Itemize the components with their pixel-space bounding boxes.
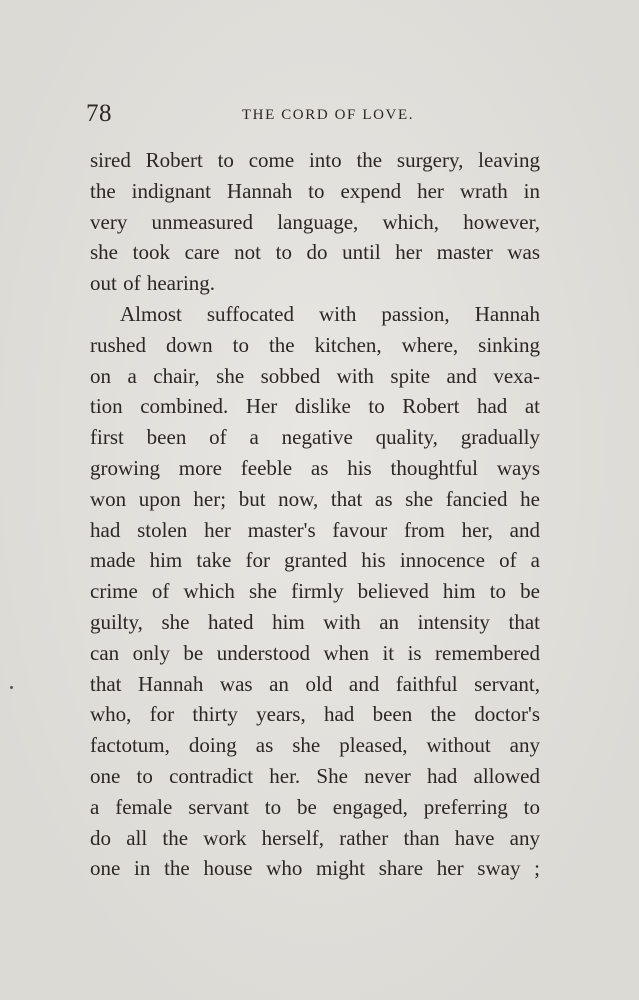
text-line: growing more feeble as his thoughtful ways	[90, 455, 540, 480]
text-line: out of hearing.	[90, 271, 216, 296]
text-line: who, for thirty years, had been the doctor's	[90, 702, 540, 727]
text-line: crime of which she firmly believed him to be	[90, 579, 540, 604]
text-line: one in the house who might share her sway ;	[90, 856, 540, 881]
text-line: won upon her; but now, that as she fancied he	[90, 486, 540, 511]
text-line: a female servant to be engaged, preferring to	[90, 794, 540, 819]
text-line: guilty, she hated him with an intensity that	[90, 609, 540, 634]
text-line: had stolen her master's favour from her, and	[90, 517, 540, 542]
body-text	[90, 145, 540, 884]
text-line: rushed down to the kitchen, where, sinking	[90, 332, 540, 357]
text-line: first been of a negative quality, gradually	[90, 425, 540, 450]
text-line: one to contradict her. She never had allowed	[90, 763, 540, 788]
text-line: that Hannah was an old and faithful servant,	[90, 671, 540, 696]
text-line: sired Robert to come into the surgery, leaving	[90, 148, 540, 172]
text-line: on a chair, she sobbed with spite and vexa-	[90, 363, 540, 388]
text-line: made him take for granted his innocence of a	[90, 548, 540, 573]
text-line: the indignant Hannah to expend her wrath in	[90, 178, 540, 203]
text-line: she took care not to do until her master was	[90, 240, 540, 265]
text-line: can only be understood when it is remembered	[90, 640, 540, 665]
text-line: tion combined. Her dislike to Robert had at	[90, 394, 540, 419]
scan-speck	[10, 686, 13, 689]
text-line: factotum, doing as she pleased, without any	[90, 733, 540, 758]
page-header	[86, 100, 542, 132]
page-number: 78	[86, 100, 112, 127]
text-line: very unmeasured language, which, however,	[90, 209, 540, 234]
running-title: THE CORD OF LOVE.	[241, 107, 415, 123]
text-line: Almost suffocated with passion, Hannah	[120, 301, 540, 326]
text-line: do all the work herself, rather than have any	[90, 825, 540, 850]
